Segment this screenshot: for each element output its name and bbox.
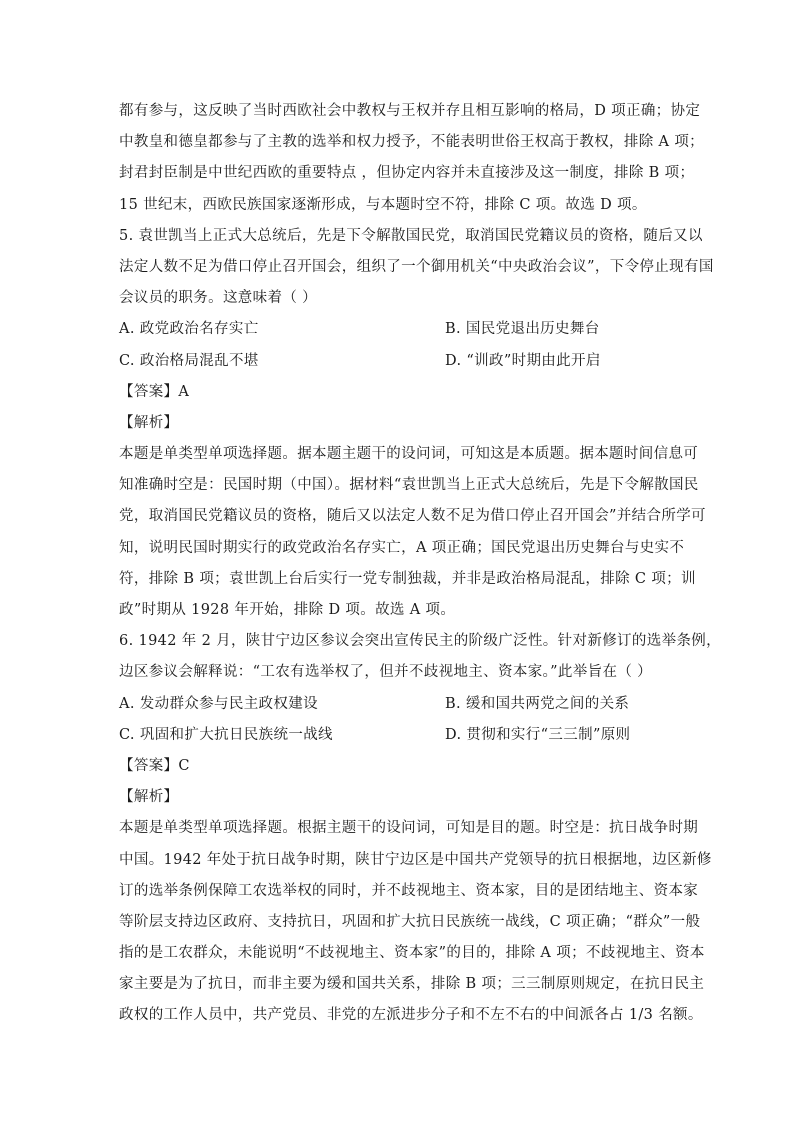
question-stem-line: 6. 1942 年 2 月，陕甘宁边区参议会突出宣传民主的阶级广泛性。针对新修订的选举条例， xyxy=(119,633,721,650)
analysis-line: 符，排除 B 项；袁世凯上台后实行一党专制独裁，并非是政治格局混乱，排除 C 项；训 xyxy=(119,570,696,587)
analysis-line: 知准确时空是：民国时期（中国）。据材料“袁世凯当上正式大总统后，先是下令解散国民 xyxy=(119,477,699,494)
text-line: 封君封臣制是中世纪西欧的重要特点 ，但协定内容并未直接涉及这一制度，排除 B 项； xyxy=(119,165,695,182)
question-6 xyxy=(119,626,721,1031)
analysis-line: 政权的工作人员中，共产党员、非党的左派进步分子和不左不右的中间派各占 1/3 名额。 xyxy=(119,1007,703,1024)
analysis-line: 指的是工农群众，未能说明“不歧视地主、资本家”的目的，排除 A 项；不歧视地主、资本 xyxy=(119,945,705,962)
analysis-line: 政”时期从 1928 年开始，排除 D 项。故选 A 项。 xyxy=(119,602,456,618)
option-a: A. 政党政治名存实亡 xyxy=(119,321,259,338)
option-c: C. 政治格局混乱不堪 xyxy=(119,352,259,369)
text-line: 中教皇和德皇都参与了主教的选举和权力授予，不能表明世俗王权高于教权，排除 A 项； xyxy=(119,134,705,151)
option-b: B. 国民党退出历史舞台 xyxy=(445,321,600,338)
analysis-line: 中国。1942 年处于抗日战争时期，陕甘宁边区是中国共产党领导的抗日根据地，边区新修 xyxy=(119,851,712,868)
analysis-line: 党，取消国民党籍议员的资格，随后又以法定人数不足为借口停止召开国会”并结合所学可 xyxy=(119,508,706,525)
option-d: D. “训政”时期由此开启 xyxy=(445,352,601,369)
text-line: 15 世纪末，西欧民族国家逐渐形成，与本题时空不符，排除 C 项。故选 D 项。 xyxy=(119,196,647,213)
analysis-label: 【解析】 xyxy=(119,789,179,806)
analysis-line: 知，说明民国时期实行的政党政治名存实亡，A 项正确；国民党退出历史舞台与史实不 xyxy=(119,539,685,556)
option-c: C. 巩固和扩大抗日民族统一战线 xyxy=(119,726,333,743)
option-a: A. 发动群众参与民主政权建设 xyxy=(119,695,318,712)
analysis-label: 【解析】 xyxy=(119,414,179,431)
option-b: B. 缓和国共两党之间的关系 xyxy=(445,695,630,712)
option-d: D. 贯彻和实行“三三制”原则 xyxy=(445,726,631,743)
document-page xyxy=(119,96,721,1032)
question-stem-line: 法定人数不足为借口停止召开国会，组织了一个御用机关“中央政治会议”，下令停止现有国 xyxy=(119,258,714,275)
answer-label: 【答案】C xyxy=(119,757,190,774)
analysis-line: 家主要是为了抗日，而非主要为缓和国共关系，排除 B 项；三三制原则规定，在抗日民主 xyxy=(119,976,705,993)
option-row xyxy=(119,689,675,720)
answer-label: 【答案】A xyxy=(119,383,190,400)
previous-question-analysis xyxy=(119,96,705,221)
analysis-line: 本题是单类型单项选择题。据本题主题干的设问词，可知这是本质题。据本题时间信息可 xyxy=(119,446,699,463)
analysis-line: 等阶层支持边区政府、支持抗日，巩固和扩大抗日民族统一战线，C 项正确；“群众”一般 xyxy=(119,913,701,930)
option-row xyxy=(119,346,675,377)
question-stem-line: 会议员的职务。这意味着（ ） xyxy=(119,290,318,307)
question-stem-line: 5. 袁世凯当上正式大总统后，先是下令解散国民党，取消国民党籍议员的资格，随后又以 xyxy=(119,227,703,244)
option-row xyxy=(119,314,675,345)
analysis-line: 订的选举条例保障工农选举权的同时，并不歧视地主、资本家，目的是团结地主、资本家 xyxy=(119,882,699,899)
question-5 xyxy=(119,221,714,626)
question-stem-line: 边区参议会解释说：“工农有选举权了，但并不歧视地主、资本家。”此举旨在（ ） xyxy=(119,664,652,681)
text-line: 都有参与，这反映了当时西欧社会中教权与王权并存且相互影响的格局，D 项正确；协定 xyxy=(119,103,701,119)
option-row xyxy=(119,720,675,751)
analysis-line: 本题是单类型单项选择题。根据主题干的设问词，可知是目的题。时空是：抗日战争时期 xyxy=(119,820,699,837)
